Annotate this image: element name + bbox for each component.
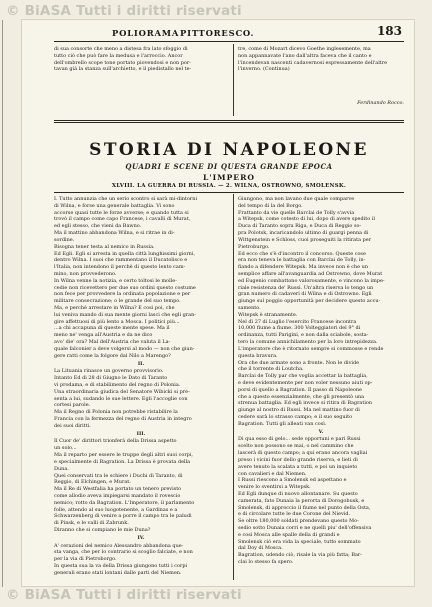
text-line: Reggio, di Elchingen, e Murat.	[54, 479, 131, 486]
article-chapter-heading: XLVIII. LA GUERRA DI RUSSIA. — 2. WILNA, OSTROWNO, SMOLENSK.	[111, 183, 347, 189]
section-number: V.	[318, 428, 324, 435]
text-line: scelto non possono se mai, o nel cammino che	[238, 443, 354, 450]
text-line: ...a chi accapuna di queste mente spese. Ma il	[54, 325, 170, 332]
text-line: gran numero di cadaveri di Wilna e di Ostrowno. Egli	[238, 291, 372, 298]
text-line: porsi di quello a Bagration. Il passo di Napoleone	[238, 386, 362, 393]
watermark-bottom: © BiASA Tutti i diritti riservati	[6, 587, 242, 603]
text-line: venire lo sventirsi a Witepsk.	[238, 484, 311, 491]
text-line: Ma il mattino abbandona Wilna, e si ritrae in di-	[54, 230, 175, 237]
page-fold-line	[2, 20, 3, 587]
text-line: clai lo stesso fa spero.	[238, 559, 294, 566]
text-line: semplice affare all'avanguardia ad Ostrowno, dove Murat	[238, 270, 383, 277]
text-line: a Witepsk, come cotesto di lui, dopo di avere spedito il	[238, 216, 375, 223]
text-line: Diranno che si compiano le mie Duna?	[54, 527, 151, 533]
text-line: riale resistenza de' Russi. Un'altra riserva lo tengo un	[238, 284, 374, 291]
text-line: dei suoi diritti.	[54, 422, 91, 429]
article-subtitle: QUADRI E SCENE DI QUESTA GRANDE EPOCA	[125, 162, 333, 171]
text-line: trovò il campo come capo Francese, i cavalli di Murat,	[54, 216, 191, 223]
text-line: tutto ciò che può fare la medusa e l'arroccio. Ancor	[54, 52, 183, 59]
article-left-column	[54, 196, 228, 580]
page-number: 183	[376, 24, 402, 38]
text-line: meno ne' venga all'Austria e da ne dico	[54, 332, 153, 339]
text-line: sedio sotto Dunaia corri e ne quelli piu' dell'offensiva	[238, 525, 372, 531]
text-line: e di circolare tutte le due Corone del Nievid.	[238, 511, 351, 518]
text-line: Pietroburgo.	[238, 243, 270, 250]
column-divider-top	[233, 44, 234, 116]
text-line: Ma, e perchè arrestare in Wilna? E così poi, che	[54, 305, 175, 311]
column-divider-body	[233, 194, 234, 580]
text-line: Di qua esso di gelo... sede opportuni e pari Russi	[238, 436, 361, 443]
text-line: Ma il reparto per essere le truppe degli altri suoi corpi,	[54, 452, 193, 459]
section-number: II.	[137, 360, 145, 367]
text-line: La Lituania rinasce un governo provvisorio.	[54, 368, 164, 375]
text-line: Una straordinaria giudica del Senatore Wibicki si pre-	[54, 388, 190, 395]
text-line: dell'ombrello scope tone portato piovendosi e non por-	[54, 59, 191, 66]
text-line: tero la comune annichilamento per la loro intrepidezza.	[238, 339, 378, 346]
text-line: preso i vicini fuor dello grande riserva, e lieti di	[238, 456, 358, 463]
text-line: camerata, fato Dunaia la perorta di Dorogobusk, e	[238, 497, 365, 504]
text-line: Ed Egli dunque di nuovo allontanare. Su questo	[238, 490, 358, 497]
section-number: III.	[136, 430, 146, 437]
text-line: Se oltre 180,000 soldati prendevano questo Mo-	[238, 518, 359, 525]
text-line: avo' die' ora? Mal dell'Austria che valuta il La-	[54, 339, 171, 346]
text-line: l'inverno. (Continua)	[238, 66, 290, 73]
text-line: Nel dì 27 di Luglio l'esercito Francese incontra	[238, 318, 357, 325]
text-line: di Wilna, e forse una generale battaglia. Vi sono	[54, 202, 175, 209]
text-line: e specialmente di Bagration. La Drissa è provata della	[54, 458, 191, 465]
text-line: Ed Egli. Egli si arresta in quella città lunghissimi giorni,	[54, 250, 196, 257]
text-line: giunge al nostro di Russi. Ma nel mattino fuor di	[238, 407, 360, 414]
text-line: generali erano stati lontani dalle parti del Niemen.	[54, 569, 182, 576]
article-right-column	[238, 196, 404, 580]
chapter-rule	[54, 192, 404, 193]
text-line: era non teneva le battaglia con Barclai de Tolly, in-	[238, 257, 366, 264]
text-line: cedere sarà lo strasso campo; e il suo seguito	[238, 414, 353, 420]
text-line: che a questo essenzialmente, che gli presentò una	[238, 393, 365, 400]
text-line: l'Italia, non intendono il perchè di questo lento cam-	[54, 264, 186, 271]
text-line: I. Tutto annunzia che un serio scontro si sarà mi-dintorni	[54, 196, 198, 202]
text-line: avere tenuto la scalata a tutti, e poi un inquieto	[238, 463, 358, 470]
text-line: senta a lui, sudando le sue lettere. Egli l'accoglie con	[54, 395, 188, 402]
text-line: folle, attendo al suo luogotenente, a Gardinas e a	[54, 506, 178, 513]
text-line: e deve evidentemente per non voler nessuno aiuti op-	[238, 379, 373, 386]
text-line: A' cerazioni del nemico Alessandro abbandona que-	[54, 542, 184, 549]
top-article-left-column	[54, 46, 228, 106]
text-line: Smolensk, di approccio il fiume nel punto della Osta,	[238, 504, 371, 511]
text-line: ed egli stesso, che vieni da Bawno.	[54, 223, 142, 230]
section-number: IV.	[137, 534, 145, 541]
text-line: I Russi riescono a Smolensk ed aspettano e	[238, 477, 347, 484]
text-line: fiando a difendere Witepsk. Ma invece non è che un	[238, 264, 369, 271]
text-line: sordine.	[54, 236, 75, 243]
header-rule	[54, 41, 404, 42]
text-line: del tempo di la del Borgo.	[238, 202, 303, 209]
text-line: In questa sua la va della Drissa giungono tutti i corpi	[54, 563, 188, 570]
text-line: pra Polotsk, incaricandolo ultimo di guargi penna di	[238, 230, 369, 237]
text-line: l'incendevan nascenti cadavernosi espressamente dell'altre	[238, 59, 388, 66]
text-line: Duna.	[54, 465, 69, 472]
text-line: accorse quasi tutte le forze avverse; e quando tutta si	[54, 209, 189, 216]
newspaper-page	[22, 20, 414, 586]
text-line: Bagration, udendo ciò, risale la via più fatta; Bar-	[238, 552, 362, 559]
article-title: STORIA DI NAPOLEONE	[89, 140, 369, 160]
text-line: Intanto Ed di 28 di Giugno le Dato di Taranto	[54, 375, 168, 382]
text-line: ed Eugenio combattono valorosamente, e vincono la impe-	[238, 277, 385, 284]
text-line: lascerà di questo campo; a qui erano ancora vagliai	[238, 450, 368, 457]
text-line: militare consecrazione; o le grande del suo tempo.	[54, 298, 181, 305]
text-line: di Pinsk, e le valli di Zabrunk.	[54, 520, 129, 527]
text-line: Ma il Regno di Polonia non potrebbe ristabilire la	[54, 409, 178, 416]
text-line: questa bravura.	[238, 352, 278, 359]
author-signature: Ferdinando Rocco.	[357, 100, 404, 106]
text-line: di sua consorte che meno a distesa fra lato sfoggio di	[54, 46, 188, 52]
text-line: Ma il Re di Westfalia ha portato un tenero previsto	[54, 486, 182, 493]
text-line: Il Cuor de' dirittori trionferà della Drissa aspetto	[54, 438, 177, 445]
text-line: Wittgenstein e Schloss, cuoi proseguiti la ritirata per	[238, 236, 372, 243]
text-line: Barclai de Tolly par che voglia accettar la battaglia,	[238, 373, 368, 380]
text-line: sta vanga, che per lo contrario si scoglio falciate, e non	[54, 549, 193, 556]
text-line: Ora che due armate sono a fronte. Non le divide	[238, 359, 360, 366]
text-line: dentro Wilna. I suoi che rammentano il Ducatolisco e	[54, 257, 188, 264]
text-line: un solo...	[54, 445, 77, 452]
text-line: non appannavate l'ano dall'altra faceva che il canto e	[238, 52, 372, 59]
text-line: lui veniva mando di sua mente giorni lasci che egli gran-	[54, 311, 196, 318]
header-title-right: PITTORESCO.	[180, 28, 255, 38]
text-line: mino, non provvederono.	[54, 270, 117, 277]
text-line: non fece per provvedere la ordinata popolazione e per	[54, 291, 191, 298]
text-line: Bisogna tener testa al nemico in Russia.	[54, 243, 155, 250]
running-header	[54, 26, 404, 40]
text-line: con cavalieri e dal Niemen.	[238, 470, 307, 477]
text-line: Smolensk ciò era vida la speciale, tutto sommato	[238, 538, 361, 545]
text-line: tavan già la stanza sull'archietto, e il piedistallo nel te-	[54, 66, 192, 73]
text-line: Francia con la fermezza del regno di Austria in integro	[54, 416, 192, 422]
text-line: strenua battaglia. Ed egli invece si ritira di Bagration	[238, 400, 373, 407]
top-article-right-column	[238, 46, 404, 106]
text-line: Schwarzenberg di venire a porre il campo tra le paludi	[54, 513, 192, 520]
article-section: L'IMPERO	[202, 173, 256, 182]
text-line: tre, come di Mozart dicevo Goethe inglesemente, ma	[238, 46, 371, 52]
text-line: nemico; rotto da Bagration. L'Imperatore, il parlamento	[54, 499, 195, 506]
text-line: In Wilna venne la notizia, e certo toltosi le molle-	[54, 277, 177, 284]
text-line: vi prodama, e di stabilimento del regno di Polonia.	[54, 381, 181, 388]
text-line: come allodio aveva impiegarsi mandato il rovescio	[54, 492, 181, 499]
watermark-top: © BiASA Tutti i diritti riservati	[6, 3, 242, 19]
text-line: ordinanza, tutti Parigini, e non dalla sciabole, sosta-	[238, 332, 369, 339]
text-line: che il torrente di Loutcha.	[238, 366, 304, 373]
text-line: Bagration. Tutti gli alleati van così.	[238, 420, 327, 427]
text-line: L'imperatore che è ritornato sempre si commosse e rende	[238, 345, 384, 352]
text-line: 10,000 fiume a fiume. 300 Volteggiatori del 9° di	[238, 325, 361, 332]
header-title-left: POLIORAMA	[112, 28, 180, 38]
text-line: e così Mosca alle spalle della di grandi e	[238, 531, 340, 538]
text-line: dal Doy di Mosca.	[238, 545, 283, 552]
separator-rule-double	[54, 122, 404, 123]
text-line: Quei conservati tra le schiere i Duchi di Taranto, di	[54, 472, 183, 479]
text-line: cedie non ricevettero per due suo ordini questo costume	[54, 284, 196, 291]
text-line: Frattanto da vie quelle Barclai de Tolly s'avvia	[238, 209, 355, 216]
text-line: Witepsk è stranamente.	[238, 311, 298, 318]
text-line: Duca di Taranto sopra Riga, e Duca di Reggio so-	[238, 223, 362, 230]
text-line: per la via di Pietroborgo.	[54, 556, 117, 563]
text-line: cortesi parole.	[54, 402, 91, 409]
text-line: Giungono, ma non lavano due quale comparve	[238, 196, 355, 202]
text-line: quale falconier a deve volgersi al modo — non che giun-	[54, 345, 195, 352]
text-line: gire affettuosi di più lento a Mosca. I politici più...	[54, 318, 180, 325]
separator-rule	[54, 120, 404, 121]
text-line: Ed ecco che s'è d'incontro il concorso. Queste cose	[238, 250, 366, 257]
text-line: gere ratti come la folgore dal Nilo a Marengo?	[54, 352, 171, 359]
text-line: giunge sul poggio opportunità per decidere questo accu-	[238, 298, 381, 305]
text-line: samento.	[238, 305, 261, 311]
